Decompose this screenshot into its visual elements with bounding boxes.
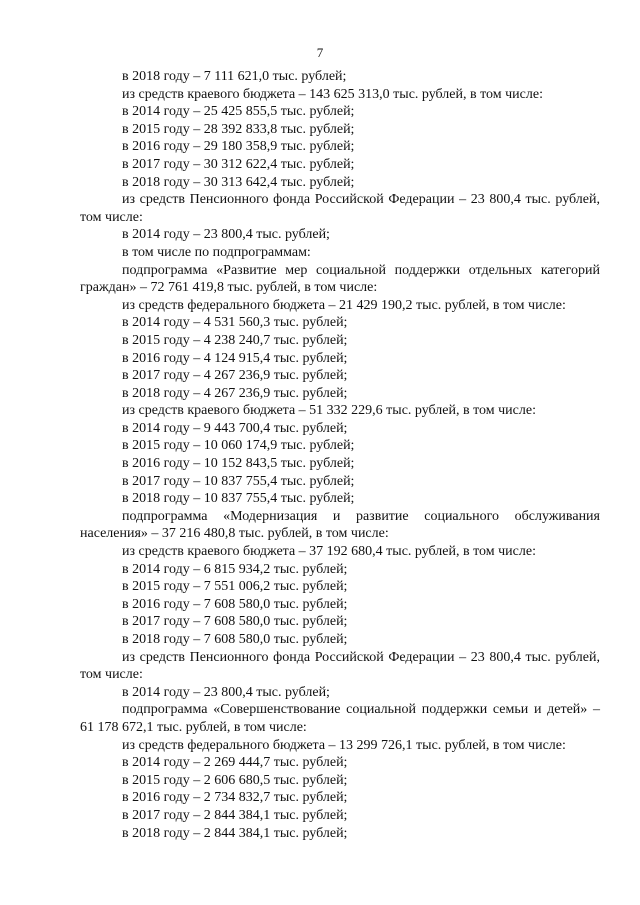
paragraph: в том числе по подпрограммам:: [122, 244, 311, 260]
paragraph: в 2018 году – 4 267 236,9 тыс. рублей;: [122, 385, 348, 401]
paragraph: в 2018 году – 2 844 384,1 тыс. рублей;: [122, 825, 348, 841]
paragraph: в 2014 году – 2 269 444,7 тыс. рублей;: [122, 755, 348, 771]
paragraph: в 2018 году – 7 111 621,0 тыс. рублей;: [122, 69, 347, 84]
paragraph: в 2014 году – 23 800,4 тыс. рублей;: [122, 684, 330, 700]
paragraph: в 2015 году – 7 551 006,2 тыс. рублей;: [122, 579, 348, 595]
paragraph: в 2017 году – 2 844 384,1 тыс. рублей;: [122, 807, 348, 823]
paragraph: в 2015 году – 28 392 833,8 тыс. рублей;: [122, 121, 355, 137]
document-body: [80, 68, 600, 842]
paragraph: в 2014 году – 9 443 700,4 тыс. рублей;: [122, 420, 348, 436]
paragraph: в 2017 году – 10 837 755,4 тыс. рублей;: [122, 473, 355, 489]
paragraph: в 2016 году – 2 734 832,7 тыс. рублей;: [122, 790, 348, 806]
paragraph: в 2014 году – 25 425 855,5 тыс. рублей;: [122, 104, 355, 120]
paragraph: в 2017 году – 7 608 580,0 тыс. рублей;: [122, 614, 348, 630]
paragraph: в 2018 году – 30 313 642,4 тыс. рублей;: [122, 174, 355, 190]
paragraph: из средств Пенсионного фонда Российской Федерации – 23 800,4 тыс. рублей, том числе:: [80, 649, 600, 683]
paragraph: из средств краевого бюджета – 51 332 229,6 тыс. рублей, в том числе:: [122, 403, 536, 419]
paragraph: подпрограмма «Модернизация и развитие социального обслуживания населения» – 37 216 480,8 тыс. рублей, в том числе:: [80, 508, 600, 542]
paragraph: из средств федерального бюджета – 13 299 726,1 тыс. рублей, в том числе:: [122, 737, 566, 753]
paragraph: из средств краевого бюджета – 37 192 680,4 тыс. рублей, в том числе:: [122, 544, 536, 560]
paragraph: в 2016 году – 29 180 358,9 тыс. рублей;: [122, 139, 355, 155]
paragraph: из средств федерального бюджета – 21 429 190,2 тыс. рублей, в том числе:: [122, 297, 566, 313]
paragraph: из средств Пенсионного фонда Российской Федерации – 23 800,4 тыс. рублей, том числе:: [80, 192, 600, 225]
paragraph: в 2017 году – 30 312 622,4 тыс. рублей;: [122, 156, 355, 172]
paragraph: в 2018 году – 10 837 755,4 тыс. рублей;: [122, 491, 355, 507]
paragraph: в 2016 году – 10 152 843,5 тыс. рублей;: [122, 456, 355, 472]
paragraph: подпрограмма «Совершенствование социальной поддержки семьи и детей» – 61 178 672,1 тыс. рублей, в том числе:: [80, 702, 600, 735]
paragraph: в 2015 году – 10 060 174,9 тыс. рублей;: [122, 438, 355, 454]
paragraph: в 2016 году – 7 608 580,0 тыс. рублей;: [122, 596, 348, 612]
paragraph: в 2015 году – 4 238 240,7 тыс. рублей;: [122, 332, 348, 348]
paragraph: в 2014 году – 23 800,4 тыс. рублей;: [122, 227, 330, 243]
paragraph: в 2015 году – 2 606 680,5 тыс. рублей;: [122, 772, 348, 788]
paragraph: подпрограмма «Развитие мер социальной поддержки отдельных категорий граждан» – 72 761 419,8 тыс. рублей, в том числе:: [80, 262, 600, 296]
paragraph: в 2014 году – 6 815 934,2 тыс. рублей;: [122, 561, 348, 577]
paragraph: в 2014 году – 4 531 560,3 тыс. рублей;: [122, 315, 348, 331]
paragraph: в 2017 году – 4 267 236,9 тыс. рублей;: [122, 368, 348, 384]
paragraph: в 2018 году – 7 608 580,0 тыс. рублей;: [122, 632, 348, 647]
page-number: 7: [316, 45, 324, 60]
paragraph: из средств краевого бюджета – 143 625 313,0 тыс. рублей, в том числе:: [122, 86, 543, 102]
paragraph: в 2016 году – 4 124 915,4 тыс. рублей;: [122, 350, 348, 366]
